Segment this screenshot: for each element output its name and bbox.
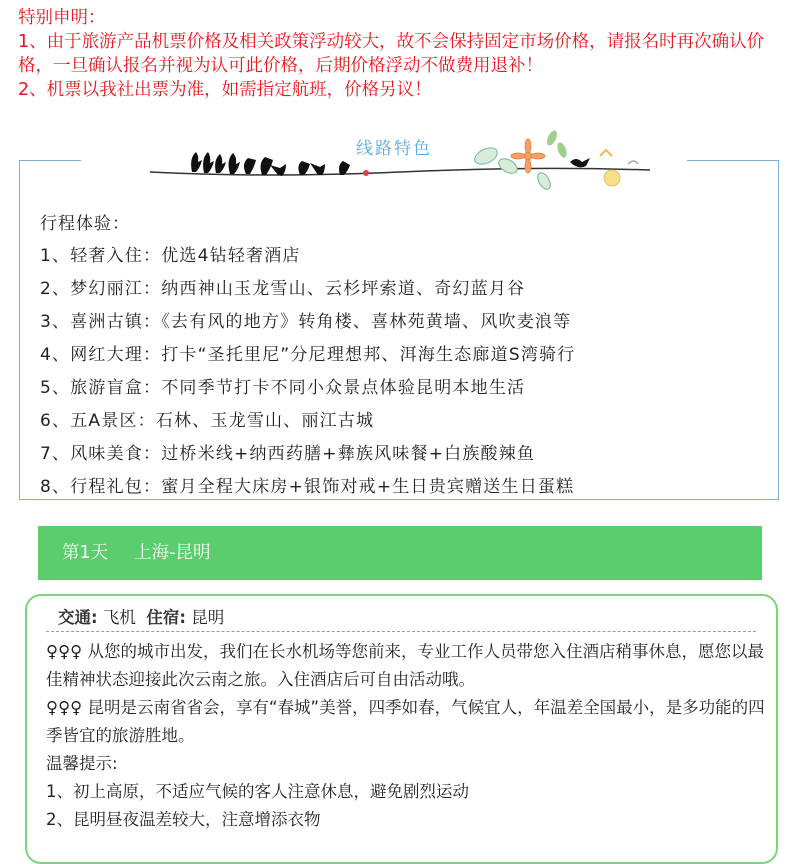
features-heading: 行程体验：: [40, 214, 130, 234]
feature-item: 6、五A景区：石林、玉龙雪山、丽江古城: [40, 411, 375, 431]
day-route: 上海-昆明: [134, 543, 211, 563]
notice-line-1: 1、由于旅游产品机票价格及相关政策浮动较大，故不会保持固定市场价格，请报名时再次确认价格，一旦确认报名并视为认可此价格，后期价格浮动不做费用退补！: [18, 32, 765, 76]
transport-value: 飞机: [102, 608, 136, 627]
day-1-description: [46, 638, 766, 834]
transport-label: 交通:: [58, 608, 98, 627]
special-notice: [18, 6, 788, 102]
feature-item: 4、网红大理：打卡“圣托里尼”分尼理想邦、洱海生态廊道S湾骑行: [40, 345, 576, 365]
tip-item: 1、初上高原，不适应气候的客人注意休息，避免剧烈运动: [46, 782, 469, 801]
tips-title: 温馨提示:: [46, 754, 118, 773]
day-label: 第1天: [62, 543, 109, 563]
banner-title: 线路特色: [356, 139, 432, 159]
box-top-border-left: [19, 160, 81, 161]
feature-item: 2、梦幻丽江：纳西神山玉龙雪山、云杉坪索道、奇幻蓝月谷: [40, 279, 526, 299]
notice-line-2: 2、机票以我社出票为准，如需指定航班，价格另议！: [18, 80, 432, 100]
box-top-border-right: [687, 160, 779, 161]
day-1-meta: [58, 604, 224, 628]
dashed-divider: [46, 631, 756, 632]
feature-item: 7、风味美食：过桥米线+纳西药膳+彝族风味餐+白族酸辣鱼: [40, 444, 536, 464]
day-1-header: [38, 526, 762, 580]
stay-value: 昆明: [191, 608, 225, 627]
feature-item: 3、喜洲古镇：《去有风的地方》转角楼、喜林苑黄墙、风吹麦浪等: [40, 312, 572, 332]
features-list: [40, 240, 575, 504]
feature-item: 8、行程礼包：蜜月全程大床房+银饰对戒+生日贵宾赠送生日蛋糕: [40, 477, 575, 497]
tip-item: 2、昆明昼夜温差较大，注意增添衣物: [46, 810, 321, 829]
day-paragraph: ♀♀♀ 昆明是云南省省会，享有“春城”美誉，四季如春，气候宜人，年温差全国最小，是多功能的四季皆宜的旅游胜地。: [46, 698, 765, 745]
stay-label: 住宿:: [146, 608, 186, 627]
feature-item: 5、旅游盲盒：不同季节打卡不同小众景点体验昆明本地生活: [40, 378, 526, 398]
day-paragraph: ♀♀♀ 从您的城市出发，我们在长水机场等您前来，专业工作人员带您入住酒店稍事休息，愿您以最佳精神状态迎接此次云南之旅。入住酒店后可自由活动哦。: [46, 642, 764, 689]
notice-title: 特别申明：: [18, 8, 106, 28]
feature-item: 1、轻奢入住：优选4钻轻奢酒店: [40, 246, 301, 266]
